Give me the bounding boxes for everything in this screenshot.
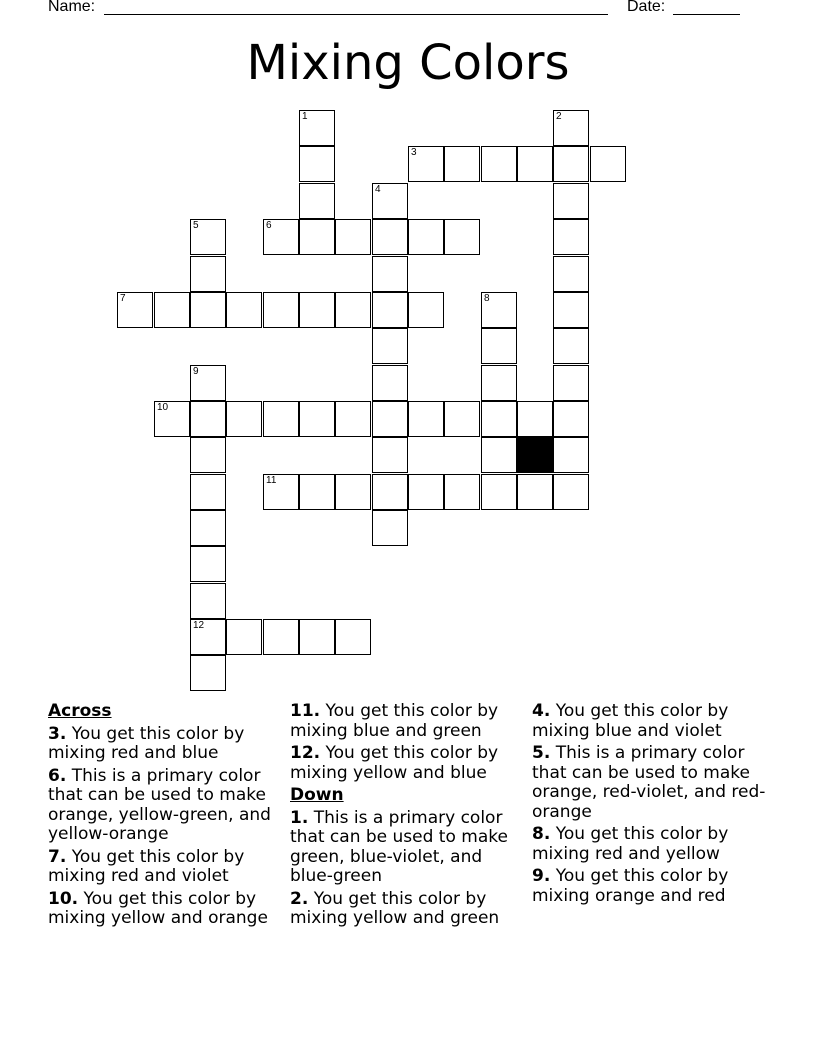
cell-number: 11 [266, 475, 277, 486]
grid-cell[interactable] [335, 474, 371, 510]
grid-cell[interactable] [190, 546, 226, 582]
clue-text: This is a primary color that can be used to make orange, red-violet, and red-orange [532, 743, 766, 822]
grid-cell[interactable] [154, 401, 190, 437]
grid-cell[interactable] [517, 146, 553, 182]
grid-cell[interactable] [444, 474, 480, 510]
grid-cell[interactable] [190, 401, 226, 437]
clue-text: This is a primary color that can be used to make green, blue-violet, and blue-green [290, 807, 508, 886]
grid-cell[interactable] [372, 328, 408, 364]
clue-number: 4. [532, 701, 551, 721]
clue-text: You get this color by mixing yellow and blue [290, 743, 499, 783]
clue-number: 6. [48, 765, 67, 786]
grid-cell[interactable] [372, 183, 408, 219]
grid-cell[interactable] [299, 474, 335, 510]
grid-cell[interactable] [553, 219, 589, 255]
clue-number: 12. [290, 743, 321, 763]
cell-number: 8 [484, 293, 490, 304]
grid-cell[interactable] [190, 219, 226, 255]
grid-cell[interactable] [299, 146, 335, 182]
cell-number: 7 [120, 293, 126, 304]
grid-cell[interactable] [553, 146, 589, 182]
clue-number: 8. [532, 824, 551, 844]
grid-cell[interactable] [190, 474, 226, 510]
clue-down-5 [532, 744, 768, 822]
clue-across-3 [48, 725, 280, 764]
grid-cell[interactable] [481, 365, 517, 401]
clue-text: You get this color by mixing red and blue [48, 723, 245, 763]
grid-cell[interactable] [190, 619, 226, 655]
grid-cell[interactable] [263, 401, 299, 437]
grid-cell[interactable] [553, 110, 589, 146]
clue-text: You get this color by mixing red and violet [48, 846, 245, 886]
grid-cell[interactable] [372, 365, 408, 401]
grid-cell[interactable] [263, 619, 299, 655]
grid-cell[interactable] [299, 110, 335, 146]
clue-text: You get this color by mixing orange and red [532, 866, 729, 906]
clues-column-1 [48, 702, 280, 932]
grid-cell[interactable] [553, 365, 589, 401]
grid-cell[interactable] [481, 437, 517, 473]
grid-cell[interactable] [190, 437, 226, 473]
grid-cell[interactable] [408, 292, 444, 328]
grid-cell[interactable] [444, 401, 480, 437]
grid-cell[interactable] [408, 146, 444, 182]
grid-cell[interactable] [372, 474, 408, 510]
grid-cell[interactable] [117, 292, 153, 328]
grid-cell[interactable] [190, 655, 226, 691]
grid-cell[interactable] [154, 292, 190, 328]
grid-cell[interactable] [372, 401, 408, 437]
grid-cell[interactable] [226, 401, 262, 437]
cell-number: 3 [411, 147, 417, 158]
grid-cell[interactable] [444, 146, 480, 182]
grid-cell[interactable] [553, 401, 589, 437]
grid-cell[interactable] [372, 292, 408, 328]
clue-down-4 [532, 702, 768, 741]
grid-cell[interactable] [335, 619, 371, 655]
clue-across-11 [290, 702, 522, 741]
grid-cell[interactable] [372, 437, 408, 473]
grid-cell[interactable] [263, 474, 299, 510]
clue-down-8 [532, 825, 768, 864]
grid-cell[interactable] [335, 292, 371, 328]
clue-number: 11. [290, 701, 321, 721]
grid-cell[interactable] [299, 183, 335, 219]
grid-cell[interactable] [553, 437, 589, 473]
grid-cell[interactable] [481, 292, 517, 328]
clue-down-2 [290, 890, 522, 929]
grid-cell[interactable] [299, 219, 335, 255]
grid-cell[interactable] [263, 219, 299, 255]
grid-cell[interactable] [408, 401, 444, 437]
grid-cell[interactable] [190, 583, 226, 619]
grid-cell[interactable] [553, 474, 589, 510]
clue-across-10 [48, 890, 280, 929]
grid-cell[interactable] [517, 401, 553, 437]
name-label: Name: [48, 0, 96, 15]
grid-cell[interactable] [335, 219, 371, 255]
grid-cell[interactable] [190, 256, 226, 292]
grid-cell[interactable] [299, 292, 335, 328]
clue-text: You get this color by mixing blue and green [290, 701, 499, 741]
grid-cell[interactable] [299, 619, 335, 655]
clue-across-7 [48, 848, 280, 887]
clue-text: You get this color by mixing red and yellow [532, 824, 729, 864]
grid-cell[interactable] [553, 183, 589, 219]
grid-cell[interactable] [372, 256, 408, 292]
clue-down-1 [290, 809, 522, 887]
cell-number: 4 [375, 184, 381, 195]
grid-cell[interactable] [335, 401, 371, 437]
grid-block [517, 437, 553, 473]
grid-cell[interactable] [190, 510, 226, 546]
page-title: Mixing Colors [246, 35, 570, 91]
clues-column-3 [532, 702, 768, 909]
grid-cell[interactable] [481, 328, 517, 364]
grid-cell[interactable] [553, 256, 589, 292]
cell-number: 6 [266, 220, 272, 231]
cell-number: 1 [302, 111, 308, 122]
grid-cell[interactable] [408, 474, 444, 510]
down-heading: Down [290, 785, 344, 805]
grid-cell[interactable] [481, 401, 517, 437]
grid-cell[interactable] [481, 146, 517, 182]
clue-number: 5. [532, 743, 551, 763]
across-heading: Across [48, 701, 112, 721]
clue-across-6 [48, 767, 280, 845]
grid-cell[interactable] [444, 219, 480, 255]
clue-across-12 [290, 744, 522, 783]
grid-cell[interactable] [517, 474, 553, 510]
cell-number: 9 [193, 366, 199, 377]
clue-text: You get this color by mixing yellow and green [290, 888, 500, 928]
cell-number: 10 [157, 402, 169, 413]
date-label: Date: [627, 0, 666, 15]
grid-cell[interactable] [481, 474, 517, 510]
clue-number: 3. [48, 723, 67, 744]
clue-down-9 [532, 867, 768, 906]
cell-number: 5 [193, 220, 199, 231]
grid-cell[interactable] [226, 619, 262, 655]
clues-column-2 [290, 702, 522, 932]
grid-cell[interactable] [553, 328, 589, 364]
clue-number: 7. [48, 846, 67, 867]
clue-number: 10. [48, 888, 79, 909]
clue-number: 9. [532, 866, 551, 886]
grid-cell[interactable] [190, 292, 226, 328]
clue-number: 2. [290, 888, 309, 909]
cell-number: 12 [193, 620, 205, 631]
cell-number: 2 [556, 111, 562, 122]
clue-text: This is a primary color that can be used to make orange, yellow-green, and yellow-orange [48, 765, 271, 844]
grid-cell[interactable] [190, 365, 226, 401]
grid-cell[interactable] [299, 401, 335, 437]
grid-cell[interactable] [408, 219, 444, 255]
grid-cell[interactable] [553, 292, 589, 328]
grid-cell[interactable] [263, 292, 299, 328]
grid-cell[interactable] [590, 146, 626, 182]
clue-text: You get this color by mixing blue and violet [532, 701, 729, 741]
grid-cell[interactable] [226, 292, 262, 328]
grid-cell[interactable] [372, 510, 408, 546]
clue-number: 1. [290, 807, 309, 828]
grid-cell[interactable] [372, 219, 408, 255]
clue-text: You get this color by mixing yellow and orange [48, 888, 268, 928]
